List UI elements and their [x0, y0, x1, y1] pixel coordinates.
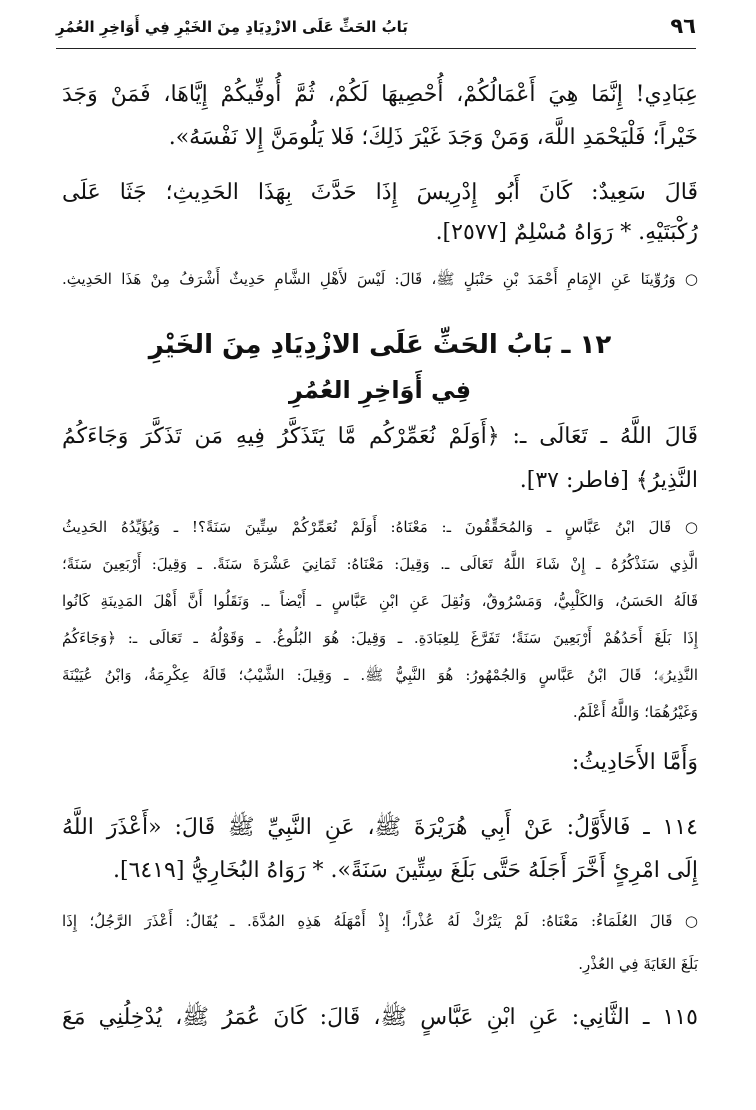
header-rule — [56, 48, 696, 49]
explanation-line: بَلَغَ الغَايَةَ فِي العُذْرِ. — [578, 955, 698, 973]
commentary-line: ○ قَالَ ابْنُ عَبَّاسٍ ـ وَالمُحَقِّقُونَ ـ: مَعْنَاهُ: أَوَلَمْ نُعَمِّرْكُمْ سِتِّينَ سَنَةً؟! ـ وَيُؤَيِّدُهُ الحَدِيثُ — [62, 518, 698, 536]
explanation-line: ○ قَالَ العُلَمَاءُ: مَعْنَاهُ: لَمْ يَتْرُكْ لَهُ عُذْراً؛ إِذْ أَمْهَلَهُ هَذِهِ المُدَّةَ. ـ يُقَالُ: أَعْذَرَ الرَّجُلُ؛ إِذَا — [62, 912, 698, 930]
section-heading: وَأَمَّا الأَحَادِيثُ: — [571, 750, 698, 775]
text-line: عِبَادِي! إِنَّمَا هِيَ أَعْمَالُكُمْ، أُحْصِيهَا لَكُمْ، ثُمَّ أُوفِّيكُمْ إِيَّاهَا، فَمَنْ وَجَدَ — [62, 82, 698, 107]
hadith-line: إِلَى امْرِئٍ أَخَّرَ أَجَلَهُ حَتَّى بَلَغَ سِتِّينَ سَنَةً». * رَوَاهُ البُخَارِيُّ [٦٤١٩]. — [113, 858, 698, 883]
commentary-line: قَالَهُ الحَسَنُ، وَالكَلْبِيُّ، وَمَسْرُوقٌ، وَنُقِلَ عَنِ ابْنِ عَبَّاسٍ ـ أَيْضاً ـ. وَنَقَلُوا أَنَّ أَهْلَ المَدِينَةِ كَانُوا — [62, 592, 698, 610]
text-line: خَيْراً؛ فَلْيَحْمَدِ اللَّهَ، وَمَنْ وَجَدَ غَيْرَ ذَلِكَ؛ فَلا يَلُومَنَّ إِلا نَفْسَهُ». — [168, 125, 698, 150]
commentary-line: الَّذِي سَنَذْكُرُهُ ـ إِنْ شَاءَ اللَّهُ تَعَالَى ـ. وَقِيلَ: مَعْنَاهُ: ثَمَانِيَ عَشْرَةَ سَنَةً. ـ وَقِيلَ: أَرْبَعِينَ سَنَةً؛ — [62, 555, 698, 573]
page-number: ٩٦ — [670, 14, 696, 38]
commentary-line: وَغَيْرُهُمَا؛ وَاللَّهُ أَعْلَمُ. — [572, 703, 698, 721]
page-header — [56, 14, 696, 48]
running-title: بَابُ الحَثِّ عَلَى الازْدِيَادِ مِنَ الخَيْرِ فِي أَوَاخِرِ العُمُرِ — [56, 18, 408, 36]
note-line: ○ وَرُوِّينَا عَنِ الإِمَامِ أَحْمَدَ بْنِ حَنْبَلٍ ﷺ، قَالَ: لَيْسَ لأَهْلِ الشَّامِ حَدِيثٌ أَشْرَفُ مِنْ هَذَا الحَدِيثِ. — [62, 270, 698, 288]
chapter-subheading: فِي أَوَاخِرِ العُمُرِ — [288, 376, 472, 404]
commentary-line: إِذَا بَلَغَ أَحَدُهُمْ أَرْبَعِينَ سَنَةً؛ تَفَرَّغَ لِلعِبَادَةِ. ـ وَقِيلَ: هُوَ البُلُوغُ. ـ وَقَوْلُهُ ـ تَعَالَى ـ: ﴿وَجَاءَكُمُ — [62, 629, 698, 647]
hadith-line: ١١٤ ـ فَالأَوَّلُ: عَنْ أَبِي هُرَيْرَةَ ﷺ، عَنِ النَّبِيِّ ﷺ قَالَ: «أَعْذَرَ اللَّهُ — [62, 815, 698, 840]
text-line: قَالَ سَعِيدٌ: كَانَ أَبُو إِدْرِيسَ إِذَا حَدَّثَ بِهَذَا الحَدِيثِ؛ جَثَا عَلَى — [62, 180, 698, 205]
quran-verse-line: النَّذِيرُ﴾ [فاطر: ٣٧]. — [519, 468, 698, 493]
hadith-line: ١١٥ ـ الثَّانِي: عَنِ ابْنِ عَبَّاسٍ ﷺ، قَالَ: كَانَ عُمَرُ ﷺ، يُدْخِلُنِي مَعَ — [62, 1005, 698, 1030]
text-line: رُكْبَتَيْهِ. * رَوَاهُ مُسْلِمٌ [٢٥٧٧]. — [435, 220, 698, 245]
commentary-line: النَّذِيرُ﴾؛ قَالَ ابْنُ عَبَّاسٍ وَالجُمْهُورُ: هُوَ النَّبِيُّ ﷺ. ـ وَقِيلَ: الشَّيْبُ؛ قَالَهُ عِكْرِمَةُ، وَابْنُ عُيَيْنَةَ — [62, 666, 698, 684]
chapter-heading: ١٢ ـ بَابُ الحَثِّ عَلَى الازْدِيَادِ مِنَ الخَيْرِ — [148, 330, 612, 360]
quran-verse-line: قَالَ اللَّهُ ـ تَعَالَى ـ: ﴿أَوَلَمْ نُعَمِّرْكُم مَّا يَتَذَكَّرُ فِيهِ مَن تَذَكَّرَ وَجَاءَكُمُ — [62, 424, 698, 449]
